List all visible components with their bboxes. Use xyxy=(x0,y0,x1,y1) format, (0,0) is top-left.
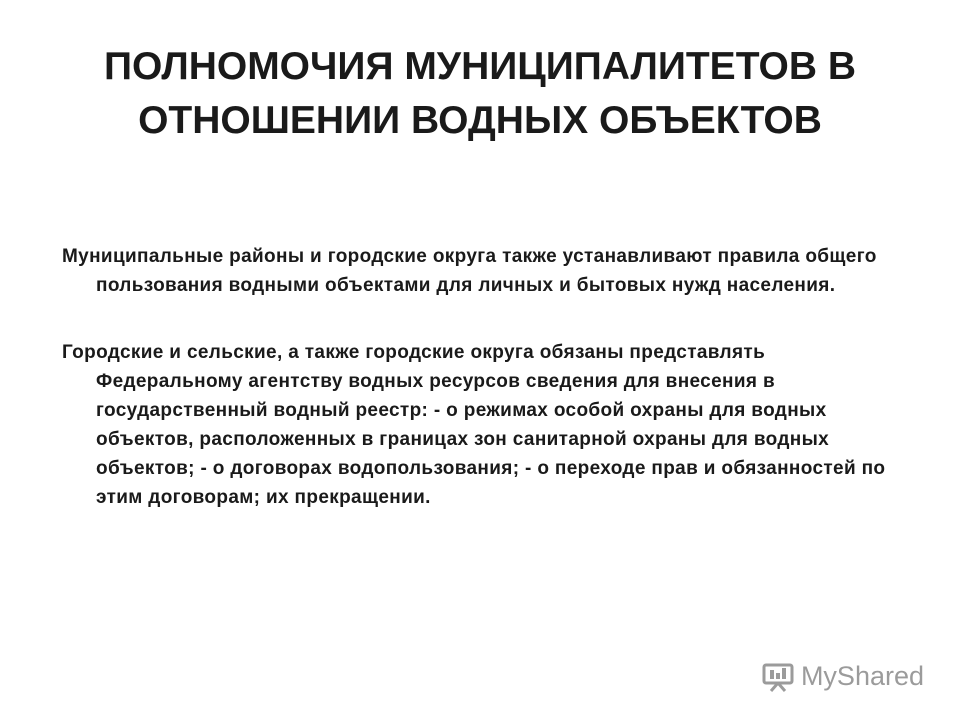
body-paragraph-1: Муниципальные районы и городские округа также устанавливают правила общего пользования водными объектами для личных и бытовых нужд населения. xyxy=(62,246,877,296)
slide-title-line-2: ОТНОШЕНИИ ВОДНЫХ ОБЪЕКТОВ xyxy=(138,99,822,142)
slide-title-line-1: ПОЛНОМОЧИЯ МУНИЦИПАЛИТЕТОВ В xyxy=(103,45,857,88)
body-paragraph-2: Городские и сельские, а также городские округа обязаны представлять Федеральному агентству водных ресурсов сведения для внесения в государственный водный реестр: - о режимах особой охраны для водных объектов, расположенных в границах зон санитарной охраны для водных объектов; - о договорах водопользования; - о переходе прав и обязанностей по этим договорам; их прекращении. xyxy=(62,342,886,508)
presentation-board-icon xyxy=(761,662,795,692)
myshared-watermark xyxy=(761,661,924,692)
slide-title xyxy=(40,40,920,148)
watermark-text: MyShared xyxy=(800,661,924,691)
slide-body xyxy=(62,242,912,512)
